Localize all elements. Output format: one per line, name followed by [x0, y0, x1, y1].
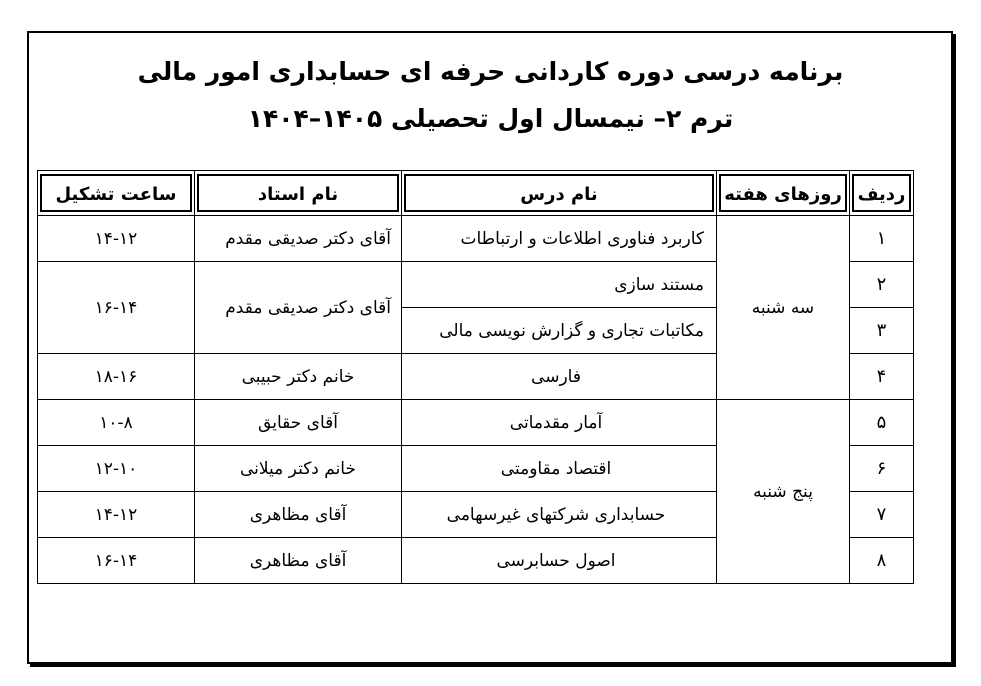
course-name: اقتصاد مقاومتی: [402, 446, 717, 492]
course-name: حسابداری شرکتهای غیرسهامی: [402, 492, 717, 538]
table-row: [38, 400, 914, 446]
page-title: برنامه درسی دوره کاردانی حرفه ای حسابداری امور مالی: [137, 57, 844, 86]
teacher-name: آقای دکتر صدیقی مقدم: [195, 262, 402, 354]
course-name: کاربرد فناوری اطلاعات و ارتباطات: [402, 216, 717, 262]
row-number: ۷: [850, 492, 914, 538]
column-header-course: نام درس: [402, 171, 717, 216]
page-subtitle: ترم ۲– نیمسال اول تحصیلی ۱۴۰۵–۱۴۰۴: [247, 104, 734, 133]
teacher-name: آقای مظاهری: [195, 492, 402, 538]
course-name: آمار مقدماتی: [402, 400, 717, 446]
row-number: ۱: [850, 216, 914, 262]
teacher-name: خانم دکتر میلانی: [195, 446, 402, 492]
teacher-name: آقای حقایق: [195, 400, 402, 446]
course-name: فارسی: [402, 354, 717, 400]
row-number: ۸: [850, 538, 914, 584]
row-number: ۲: [850, 262, 914, 308]
class-time: ۱۸-۱۶: [38, 354, 195, 400]
class-time: ۱۶-۱۴: [38, 262, 195, 354]
column-header-row-number: ردیف: [850, 171, 914, 216]
row-number: ۶: [850, 446, 914, 492]
class-time: ۱۶-۱۴: [38, 538, 195, 584]
row-number: ۴: [850, 354, 914, 400]
course-name: اصول حسابرسی: [402, 538, 717, 584]
row-number: ۳: [850, 308, 914, 354]
teacher-name: آقای مظاهری: [195, 538, 402, 584]
teacher-name: خانم دکتر حبیبی: [195, 354, 402, 400]
column-header-time: ساعت تشکیل: [38, 171, 195, 216]
schedule-table: [37, 170, 914, 584]
course-name: مستند سازی: [402, 262, 717, 308]
table-row: [38, 216, 914, 262]
class-time: ۱۰-۸: [38, 400, 195, 446]
teacher-name: آقای دکتر صدیقی مقدم: [195, 216, 402, 262]
class-time: ۱۲-۱۰: [38, 446, 195, 492]
table-header-row: [38, 171, 914, 216]
weekday-cell: پنج شنبه: [717, 400, 850, 584]
column-header-teacher: نام استاد: [195, 171, 402, 216]
class-time: ۱۴-۱۲: [38, 492, 195, 538]
course-name: مکاتبات تجاری و گزارش نویسی مالی: [402, 308, 717, 354]
column-header-weekday: روزهای هفته: [717, 171, 850, 216]
row-number: ۵: [850, 400, 914, 446]
class-time: ۱۴-۱۲: [38, 216, 195, 262]
weekday-cell: سه شنبه: [717, 216, 850, 400]
